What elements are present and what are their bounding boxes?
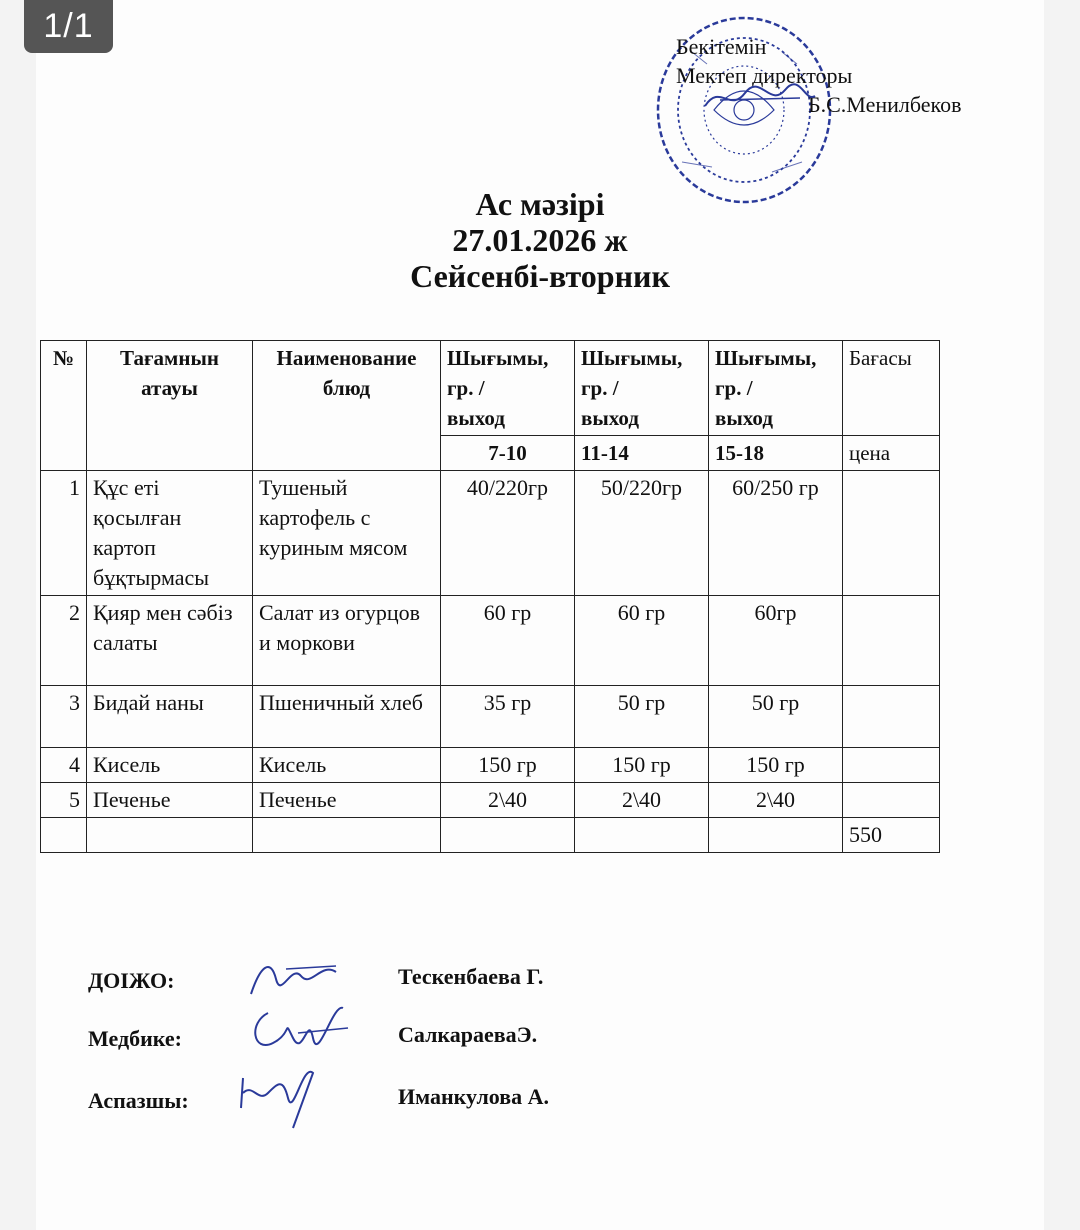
approval-line-director: Б.С.Менилбеков — [808, 92, 962, 117]
signature-role: ДОІЖО: — [88, 968, 175, 993]
signature-row — [88, 968, 174, 994]
header-output-1: Шығымы, гр. / выход — [441, 341, 575, 436]
signature-role: Медбике: — [88, 1026, 182, 1051]
header-name-ru: Наименование блюд — [253, 341, 441, 471]
document-title — [0, 186, 1080, 294]
page-counter: 1/1 — [24, 0, 113, 53]
header-price-kz: Бағасы — [843, 341, 940, 436]
header-output-3: Шығымы, гр. / выход — [709, 341, 843, 436]
signature-scribble — [233, 1058, 333, 1138]
total-price: 550 — [843, 818, 940, 853]
table-row: 5 Печенье Печенье 2\40 2\40 2\40 — [41, 783, 940, 818]
title-date: 27.01.2026 ж — [452, 222, 628, 258]
menu-table — [40, 340, 940, 853]
header-output-2: Шығымы, гр. / выход — [575, 341, 709, 436]
table-total-row — [41, 818, 940, 853]
approval-line-approve: Бекітемін — [676, 34, 767, 59]
signature-name: Тескенбаева Г. — [398, 964, 544, 989]
approval-line-position: Мектеп директоры — [676, 63, 853, 88]
signature-role: Аспазшы: — [88, 1088, 189, 1113]
table-row: 2 Қияр мен сәбіз салаты Салат из огурцов и моркови 60 гр 60 гр 60гр — [41, 596, 940, 686]
table-row: 1 Құс еті қосылған картоп бұқтырмасы Тушеный картофель с куриным мясом 40/220гр 50/220гр 60/250 гр — [41, 471, 940, 596]
signature-scribble — [246, 954, 346, 1004]
signature-name: СалкараеваЭ. — [398, 1022, 538, 1047]
title-weekday: Сейсенбі-вторник — [410, 258, 670, 294]
header-age-11-14: 11-14 — [575, 436, 709, 471]
header-number: № — [41, 341, 87, 471]
signature-name: Иманкулова А. — [398, 1084, 550, 1109]
title-menu: Ас мәзірі — [475, 186, 605, 222]
signature-row — [88, 1026, 182, 1052]
header-age-7-10: 7-10 — [441, 436, 575, 471]
header-name-kz: Тағамнын атауы — [87, 341, 253, 471]
signature-row — [88, 1088, 189, 1114]
table-row: 4 Кисель Кисель 150 гр 150 гр 150 гр — [41, 748, 940, 783]
table-row: 3 Бидай наны Пшеничный хлеб 35 гр 50 гр 50 гр — [41, 686, 940, 748]
director-signature — [700, 78, 820, 118]
header-price-ru: цена — [843, 436, 940, 471]
signature-scribble — [243, 998, 353, 1058]
header-age-15-18: 15-18 — [709, 436, 843, 471]
